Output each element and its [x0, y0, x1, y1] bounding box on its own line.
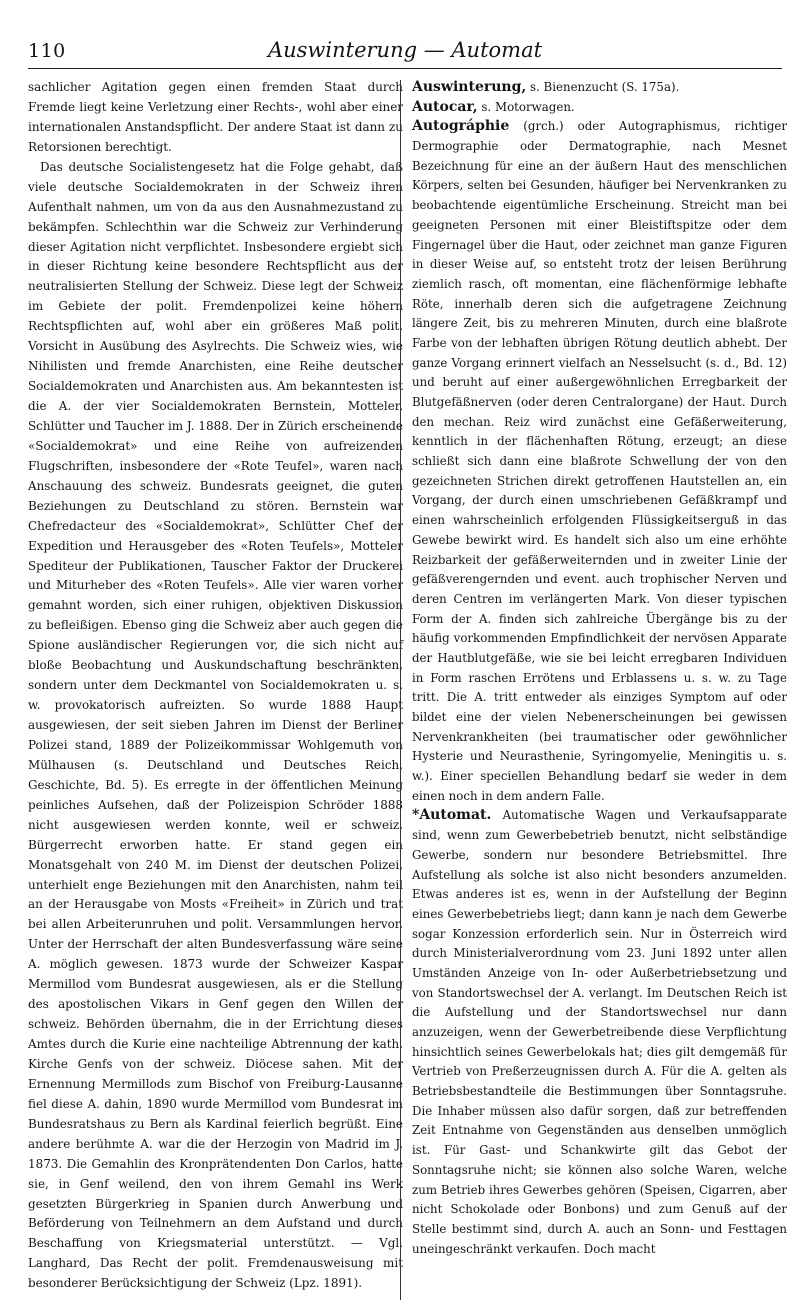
entry-auswinterung	[412, 78, 787, 98]
page-number: 110	[28, 40, 66, 62]
right-column	[412, 78, 787, 1259]
entry-text: s. Bienenzucht (S. 175a).	[526, 80, 680, 94]
entry-text: Automatische Wagen und Verkaufsapparate sind, wenn zum Gewerbebetrieb benutzt, nicht selbständige Gewerbe, sondern nur besondere Betriebsmittel. Ihre Aufstellung als solche ist also nicht besonders anzumelden. Etwas anderes ist es, wenn in der Aufstellung der Beginn eines Gewerbebetriebs liegt; dann kann je nach dem Gewerbe sogar Konzession erforderlich sein. Nur in Österreich wird durch Ministerialverordnung vom 23. Juni 1892 unter allen Umständen Anzeige von In- oder Außerbetriebsetzung und von Standortswechsel der A. verlangt. Im Deutschen Reich ist die Aufstellung und der Standortswechsel nur dann anzuzeigen, wenn der Gewerbetreibende diese Verpflichtung hinsichtlich seines Gewerbelokals hat; dies gilt demgemäß für Vertrieb von Preßerzeugnissen durch A. Für die A. gelten als Betriebsbestandteile die Bestimmungen über Sonntagsruhe. Die Inhaber müssen also dafür sorgen, daß zur betreffenden Zeit Entnahme von Gegenständen aus denselben unmöglich ist. Für Gast- und Schankwirte gilt das Gebot der Sonntagsruhe nicht; sie können also solche Waren, welche zum Betrieb ihres Gewerbes gehören (Speisen, Cigarren, aber nicht Schokolade oder Bonbons) und zum Genuß auf der Stelle bestimmt sind, durch A. auch an Sonn- und Festtagen uneingeschränkt verkaufen. Doch macht	[412, 808, 787, 1256]
entry-autocar	[412, 98, 787, 118]
entry-text: s. Motorwagen.	[477, 99, 575, 114]
entry-autographie	[412, 117, 787, 806]
running-title: Auswinterung — Automat	[267, 38, 543, 62]
entry-headword: Autográphie	[412, 118, 510, 135]
column-divider	[400, 80, 401, 1300]
left-column	[28, 78, 403, 1294]
entry-headword: Auswinterung,	[412, 79, 527, 95]
entry-headword: Autocar,	[412, 98, 478, 115]
paragraph: Das deutsche Socialistengesetz hat die Folge gehabt, daß viele deutsche Socialdemokraten in der Schweiz ihren Aufenthalt nahmen, um von da aus den Ausnahmezustand zu bekämpfen. Schlechthin war die Schweiz zur Verhinderung dieser Agitation nicht verpflichtet. Insbesondere ergiebt sich in dieser Richtung keine besondere Rechtspflicht aus der neutralisierten Stellung der Schweiz. Diese legt der Schweiz im Gebiete der polit. Fremdenpolizei keine höhern Rechtspflichten auf, wohl aber ein größeres Maß polit. Vorsicht in Ausübung des Asylrechts. Die Schweiz wies, wie Nihilisten und fremde Anarchisten, eine Reihe deutscher Socialdemokraten und Anarchisten aus. Am bekanntesten ist die A. der vier Socialdemokraten Bernstein, Motteler, Schlütter und Taucher im J. 1888. Der in Zürich erscheinende «Socialdemokrat» und eine Reihe von aufreizenden Flugschriften, insbesondere der «Rote Teufel», waren nach Anschauung des schweiz. Bundesrats geeignet, die guten Beziehungen zu Deutschland zu stören. Bernstein war Chefredacteur des «Socialdemokrat», Schlütter Chef der Expedition und Herausgeber des «Roten Teufels», Motteler Spediteur der Publikationen, Tauscher Faktor der Druckerei und Miturheber des «Roten Teufels». Alle vier waren vorher gemahnt worden, sich einer ruhigen, objektiven Diskussion zu befleißigen. Ebenso ging die Schweiz aber auch gegen die Spione ausländischer Regierungen vor, die sich nicht auf bloße Beobachtung und Auskundschaftung beschränkten, sondern unter dem Deckmantel von Socialdemokraten u. s. w. provokatorisch aufreizten. So wurde 1888 Haupt ausgewiesen, der seit sieben Jahren im Dienst der Berliner Polizei stand, 1889 der Polizeikommissar Wohlgemuth von Mülhausen (s. Deutschland und Deutsches Reich, Geschichte, Bd. 5). Es erregte in der öffentlichen Meinung peinliches Aufsehen, daß der Polizeispion Schröder 1888 nicht ausgewiesen werden konnte, weil er schweiz. Bürgerrecht erworben hatte. Er stand gegen ein Monatsgehalt von 240 M. im Dienst der deutschen Polizei, unterhielt enge Beziehungen mit den Anarchisten, nahm teil an der Herausgabe von Mosts «Freiheit» in Zürich und trat bei allen Arbeiterunruhen und polit. Versammlungen hervor. Unter der Herrschaft der alten Bundesverfassung wäre seine A. möglich gewesen. 1873 wurde der Schweizer Kaspar Mermillod vom Bundesrat ausgewiesen, als er die Stellung des apostolischen Vikars in Genf gegen den Willen der schweiz. Behörden übernahm, die in der Errichtung dieses Amtes durch die Kurie eine nachteilige Abtrennung der kath. Kirche Genfs von der schweiz. Diöcese sahen. Mit der Ernennung Mermillods zum Bischof von Freiburg-Lausanne fiel diese A. dahin, 1890 wurde Mermillod vom Bundesrat im Bundesratshaus zu Bern als Kardinal feierlich begrüßt. Eine andere berühmte A. war die der Herzogin von Madrid im J. 1873. Die Gemahlin des Kronprätendenten Don Carlos, hatte sie, in Genf weilend, den von ihrem Gemahl ins Werk gesetzten Bürgerkrieg in Spanien durch Anwerbung und Beförderung von Teilnehmern an dem Aufstand und durch Beschaffung von Kriegsmaterial unterstützt. — Vgl. Langhard, Das Recht der polit. Fremdenausweisung mit besonderer Berücksichtigung der Schweiz (Lpz. 1891).	[28, 159, 403, 1291]
entry-automat	[412, 806, 787, 1259]
page-header	[28, 38, 782, 69]
entry-text: (grch.) oder Autographismus, richtiger Dermographie oder Dermatographie, nach Mesnet Bezeichnung für eine an der äußern Haut des menschlichen Körpers, selten bei Gesunden, häufiger bei Nervenkranken zu beobachtende eigentümliche Erscheinung. Streicht man bei geeigneten Personen mit einer Bleistiftspitze oder dem Fingernagel über die Haut, oder zeichnet man ganze Figuren in dieser Weise auf, so entsteht trotz der leisen Berührung ziemlich rasch, oft momentan, eine flächenförmige lebhafte Röte, innerhalb deren sich die aufgetragene Zeichnung längere Zeit, bis zu mehreren Minuten, durch eine blaßrote Farbe von der lebhaften übrigen Rötung deutlich abhebt. Der ganze Vorgang erinnert vielfach an Nesselsucht (s. d., Bd. 12) und beruht auf einer außergewöhnlichen Erregbarkeit der Blutgefäßnerven (oder deren Centralorgane) der Haut. Durch den mechan. Reiz wird zunächst eine Gefäßerweiterung, kenntlich in der flächenhaften Rötung, erzeugt; an diese schließt sich dann eine blaßrote Schwellung der von den gezeichneten Strichen direkt getroffenen Hautstellen an, ein Vorgang, der durch einen umschriebenen Gefäßkrampf und einen wahrscheinlich erfolgenden Flüssigkeitserguß in das Gewebe bewirkt wird. Es handelt sich also um eine erhöhte Reizbarkeit der gefäßerweiternden und in zweiter Linie der gefäßverengernden und event. auch trophischer Nerven und deren Centren im verlängerten Mark. Von dieser typischen Form der A. finden sich zahlreiche Übergänge bis zu der häufig vorkommenden Empfindlichkeit der nervösen Apparate der Hautblutgefäße, wie sie bei leicht erregbaren Individuen in Form raschen Errötens und Erblassens u. s. w. zu Tage tritt. Die A. tritt entweder als einziges Symptom auf oder bildet eine der vielen Nebenerscheinungen bei gewissen Nervenkrankheiten (bei traumatischer oder gewöhnlicher Hysterie und Neurasthenie, Syringomyelie, Meningitis u. s. w.). Einer speciellen Behandlung bedarf sie weder in dem einen noch in dem andern Falle.	[412, 119, 787, 803]
paragraph: sachlicher Agitation gegen einen fremden Staat durch Fremde liegt keine Verletzung einer Rechts-, wohl aber einer internationalen Anstandspflicht. Der andere Staat ist dann zu Retorsionen berechtigt.	[28, 80, 403, 154]
entry-headword: *Automat.	[412, 807, 492, 824]
